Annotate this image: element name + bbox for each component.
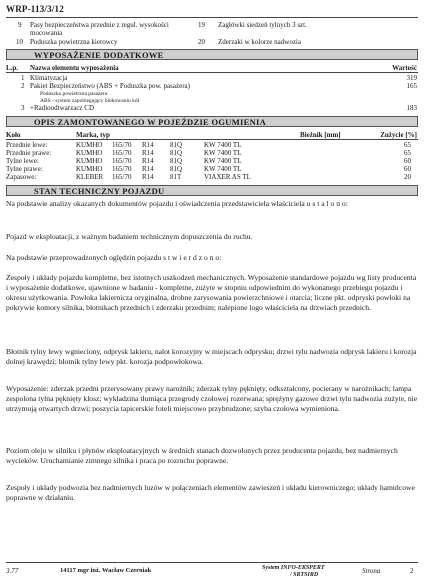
tyre-wear: 60 [404, 165, 411, 173]
tyre-model: KW 7400 TL [204, 141, 242, 149]
tyre-brand: KUMHO [76, 141, 103, 149]
footer-divider [6, 562, 418, 563]
feature-name: Zderzaki w kolorze nadwozia [218, 38, 301, 46]
tyres-header-wear: Zużycie [%] [380, 131, 417, 139]
equipment-item-value: 319 [406, 74, 417, 82]
feature-name: Poduszka powietrzna kierowcy [30, 38, 118, 46]
feature-num: 20 [198, 38, 205, 46]
equipment-header-lp: L.p. [6, 64, 19, 72]
tyre-wheel: Przednie prawe: [6, 149, 52, 157]
equipment-subitem: ABS - system zapobiegający blokowaniu kół [40, 98, 140, 104]
tyre-model: KW 7400 TL [204, 157, 242, 165]
tyres-header-brand: Marka, typ [76, 131, 110, 139]
tyre-wheel: Tylne lewe: [6, 157, 39, 165]
tyre-size: 165/70 [112, 141, 132, 149]
tyre-index: 81Q [170, 157, 183, 165]
tyre-index: 81Q [170, 149, 183, 157]
tyre-wheel: Tylne prawe: [6, 165, 43, 173]
equipment-item-value: 183 [406, 104, 417, 112]
condition-paragraph: Pojazd w eksploatacji, z ważnym badaniem technicznym dopuszczenia do ruchu. [6, 232, 253, 241]
footer-page-label: Strona [362, 567, 381, 575]
tyre-index: 81Q [170, 165, 183, 173]
condition-paragraph: Zespoły i układy podwozia bez nadmiernych luzów w połączeniach elementów zawieszeń i układu kierowniczego; układy hamulcowe poprawne w działaniu. [6, 483, 415, 502]
tyre-rim: R14 [142, 149, 154, 157]
footer-system-line2: / SRTSIRD [290, 572, 319, 578]
tyre-rim: R14 [142, 157, 154, 165]
tyre-index: 81T [170, 173, 182, 181]
condition-paragraph: Zespoły i układy pojazdu kompletne, bez istotnych uszkodzeń mechanicznych. Wyposażenie standardowe pojazdu wg listy producenta i wyposażenie dodatkowe, ujawnione w badaniu - kompletne, zużyte w stopniu odpowiednim do wykonanego przebiegu pojazdu i okresu użytkowania. Powłoka lakiernicza oryginalna, drobne zarysowania powierzchniowe i otarcia; liczne pkt. odpryski powłoki na pokrywie komory silnika, błotnikach przednich i zderzaku przednim; nalepione logo właściciela na drzwiach przednich. [6, 273, 417, 312]
tyre-size: 165/70 [112, 149, 132, 157]
tyre-size: 165/70 [112, 165, 132, 173]
tyre-brand: KUMHO [76, 165, 103, 173]
tyre-rim: R14 [142, 173, 154, 181]
tyre-wear: 20 [404, 173, 411, 181]
tyres-header-line [6, 139, 418, 140]
feature-num: 19 [198, 21, 205, 29]
feature-name-cont: mocowania [30, 29, 63, 37]
condition-paragraph: Poziom oleju w silniku i płynów eksploatacyjnych w średnich stanach dozwolonych przez producenta pojazdu, bez nadmiernych wycieków. Uruchamianie zimnego silnika i praca po rozruchu poprawne. [6, 446, 398, 465]
equipment-subitem: Poduszka powietrzna pasażera [40, 91, 108, 97]
tyre-wear: 65 [404, 149, 411, 157]
tyres-header-wheel: Koło [6, 131, 21, 139]
equipment-item-name: Pakiet Bezpieczeństwo (ABS + Poduszka pow. pasażera) [30, 82, 190, 90]
equipment-item-num: 2 [21, 82, 25, 90]
footer-author: 14117 mgr inż. Wacław Czerniak [60, 567, 152, 574]
tyre-size: 165/70 [112, 157, 132, 165]
equipment-header-line [6, 72, 418, 73]
equipment-item-name: Klimatyzacja [30, 74, 68, 82]
equipment-item-value: 165 [406, 82, 417, 90]
tyre-model: KW 7400 TL [204, 165, 242, 173]
tyre-wear: 60 [404, 157, 411, 165]
tyre-brand: KUMHO [76, 157, 103, 165]
equipment-header-name: Nazwa elementu wyposażenia [30, 64, 119, 72]
condition-paragraph: Błotnik tylny lewy wgnieciony, odprysk lakieru, nalot korozyjny w miejscach odprysku; drzwi tylu nadwozia odprysk lakieru i korozja dolnej krawędzi; błotnik tylny lewy pkt. korozja podpowłokowa. [6, 347, 417, 366]
tyre-brand: KLEBER [76, 173, 104, 181]
tyres-header-depth: Bieżnik [mm] [300, 131, 341, 139]
condition-paragraph: Wyposażenie: zderzak przedni przerysowany prawy narożnik; zderzak tylny pęknięty, odkształcony, pocierany w narożnikach; lampa zespolona tylna pęknięty klosz; wykładzina tłumiąca przegrody czołowej rozerwana; sprężyny gazowe drzwi tylu nadwozia zużyte, nie utrzymują otwartych drzwi; poszycia tapicerskie foteli miejscowo przybrudzone; szyba czołowa wymieniona. [6, 384, 418, 413]
tyre-rim: R14 [142, 165, 154, 173]
header-divider [6, 17, 418, 18]
document-id: WRP-113/3/12 [6, 4, 64, 14]
tyres-title: OPIS ZAMONTOWANEGO W POJEŹDZIE OGUMIENIA [34, 117, 267, 127]
tyre-wheel: Zapasowe: [6, 173, 37, 181]
tyre-wheel: Przednie lewe: [6, 141, 48, 149]
feature-name: Zagłówki siedzeń tylnych 3 szt. [218, 21, 307, 29]
tyre-model: KW 7400 TL [204, 149, 242, 157]
equipment-item-name: +Radioodtwarzacz CD [30, 104, 95, 112]
equipment-title: WYPOSAŻENIE DODATKOWE [34, 50, 164, 60]
footer-system-line1: System INFO-EKSPERT [262, 565, 325, 571]
tyre-rim: R14 [142, 141, 154, 149]
condition-title: STAN TECHNICZNY POJAZDU [34, 186, 165, 196]
footer-page-number: 2 [410, 567, 414, 575]
tyre-wear: 65 [404, 141, 411, 149]
feature-num: 9 [18, 21, 22, 29]
tyre-model: VIAXER AS TL [204, 173, 251, 181]
condition-paragraph: Na podstawie przeprowadzonych oględzin pojazdu s t w i e r d z o n o: [6, 253, 222, 262]
tyre-brand: KUMHO [76, 149, 103, 157]
condition-paragraph: Na podstawie analizy okazanych dokumentów pojazdu i oświadczenia przedstawiciela właściciela u s t a l o n o: [6, 199, 348, 208]
feature-num: 10 [16, 38, 23, 46]
feature-name: Pasy bezpieczeństwa przednie z regul. wysokości [30, 21, 169, 29]
tyre-size: 165/70 [112, 173, 132, 181]
equipment-item-num: 1 [21, 74, 25, 82]
equipment-item-num: 3 [21, 104, 25, 112]
footer-version: 3.77 [6, 567, 19, 575]
tyre-index: 81Q [170, 141, 183, 149]
equipment-header-value: Wartość [392, 64, 417, 72]
